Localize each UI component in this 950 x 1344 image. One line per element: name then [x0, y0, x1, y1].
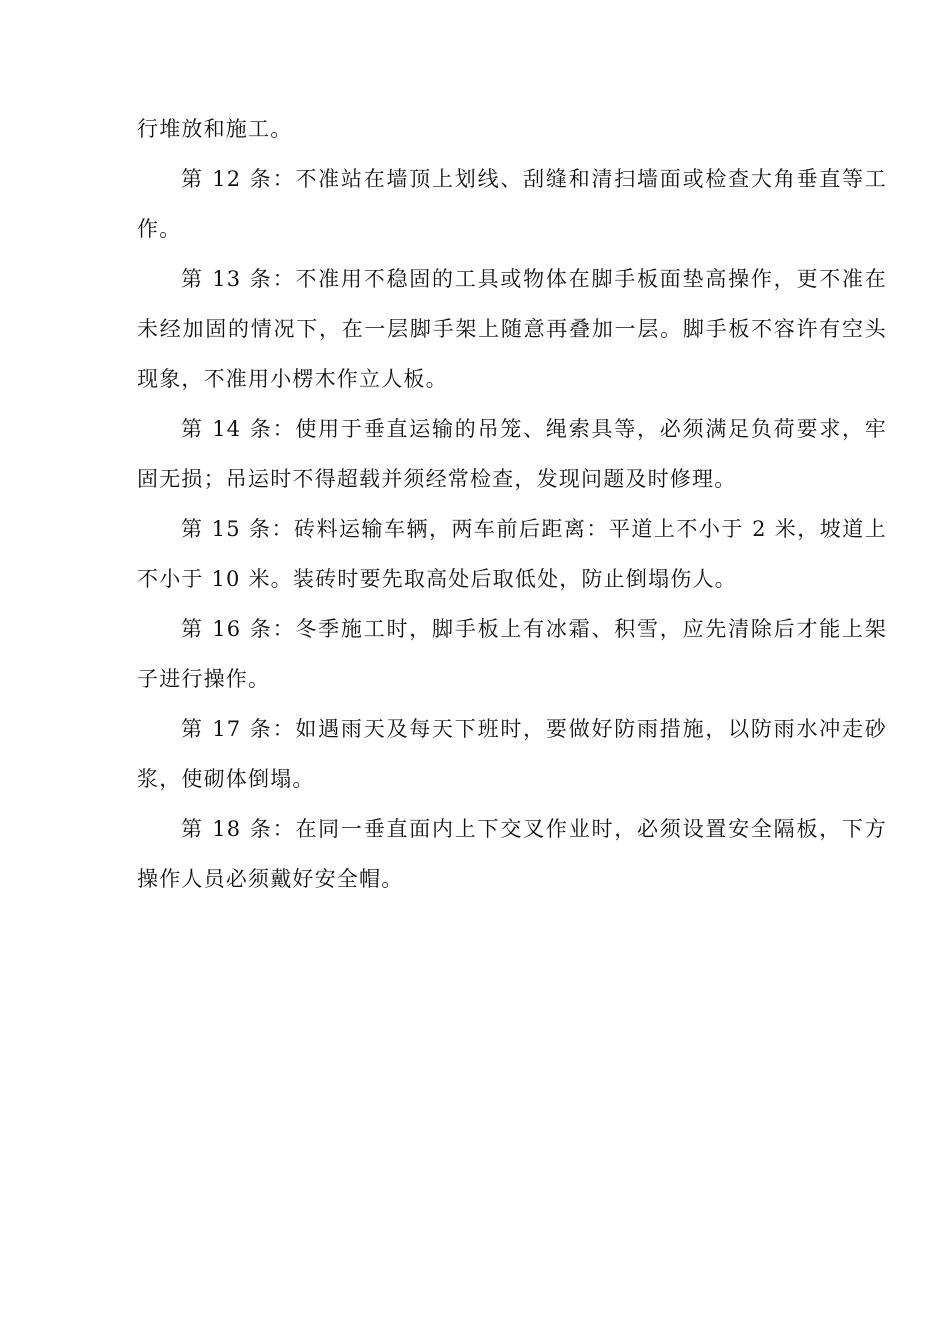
- article-13: 第 13 条：不准用不稳固的工具或物体在脚手板面垫高操作，更不准在未经加固的情况下，在一层脚手架上随意再叠加一层。脚手板不容许有空头现象，不准用小楞木作立人板。: [137, 267, 887, 391]
- article-16: 第 16 条：冬季施工时，脚手板上有冰霜、积雪，应先清除后才能上架子进行操作。: [137, 617, 887, 691]
- article-18: 第 18 条：在同一垂直面内上下交叉作业时，必须设置安全隔板，下方操作人员必须戴好安全帽。: [137, 817, 887, 891]
- article-12: 第 12 条：不准站在墙顶上划线、刮缝和清扫墙面或检查大角垂直等工作。: [137, 167, 887, 241]
- article-15: 第 15 条：砖料运输车辆，两车前后距离：平道上不小于 2 米，坡道上不小于 10 米。装砖时要先取高处后取低处，防止倒塌伤人。: [137, 517, 887, 591]
- document-body: [137, 104, 887, 904]
- paragraph-continuation: 行堆放和施工。: [137, 117, 293, 141]
- article-17: 第 17 条：如遇雨天及每天下班时，要做好防雨措施，以防雨水冲走砂浆，使砌体倒塌。: [137, 717, 887, 791]
- article-14: 第 14 条：使用于垂直运输的吊笼、绳索具等，必须满足负荷要求，牢固无损；吊运时不得超载并须经常检查，发现问题及时修理。: [137, 417, 887, 491]
